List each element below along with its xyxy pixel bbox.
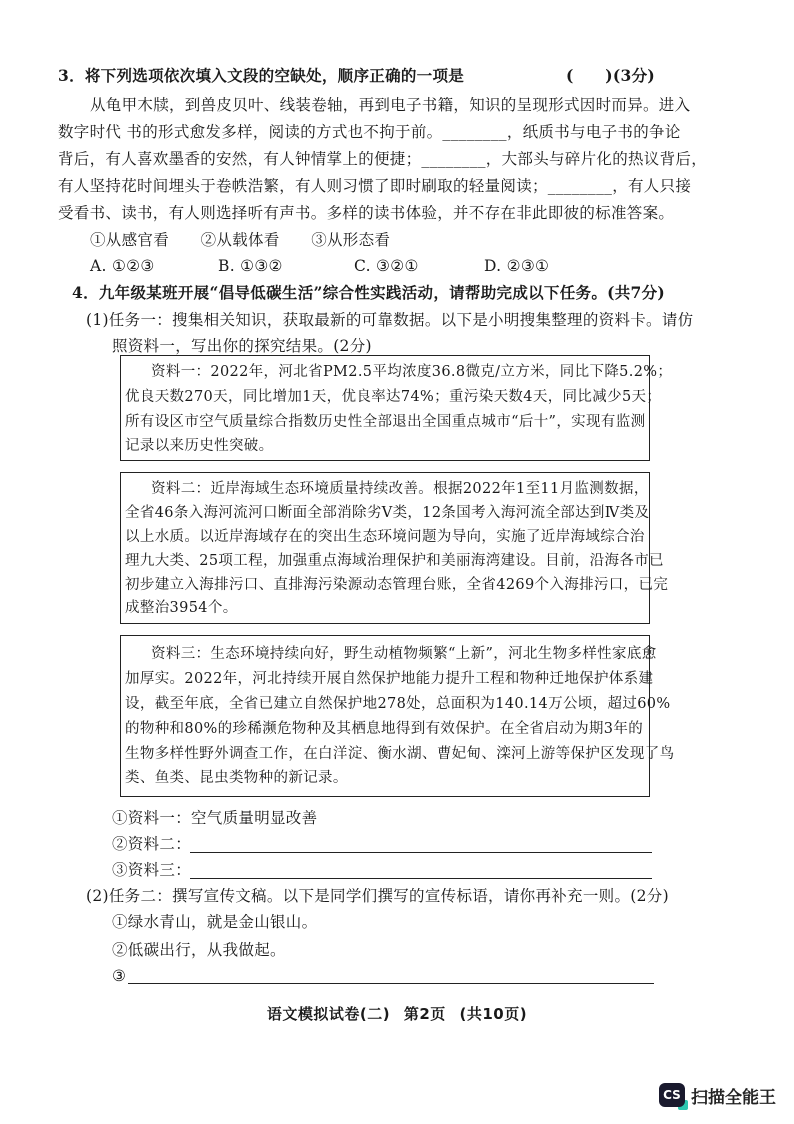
footer-total-pages: (共10页): [459, 1005, 528, 1023]
answer-material-2-field[interactable]: [190, 852, 652, 853]
q3-passage-line-4: 有人坚持花时间埋头于卷帙浩繁，有人则习惯了即时刷取的轻量阅读；________，有人只接: [58, 177, 692, 195]
scanner-app-name: 扫描全能王: [691, 1087, 776, 1108]
q4-task1-line-1: (1)任务一：搜集相关知识，获取最新的可靠数据。以下是小明搜集整理的资料卡。请仿: [86, 311, 694, 329]
card-2-line: 资料二：近岸海域生态环境质量持续改善。根据2022年1至11月监测数据，: [151, 481, 649, 497]
slogan-1: ①绿水青山，就是金山银山。: [112, 913, 318, 931]
answer-material-3-label: ③资料三：: [112, 861, 192, 879]
card-1-line: 优良天数270天，同比增加1天，优良率达74%；重污染天数4天，同比减少5天；: [125, 389, 662, 405]
card-3-line: 的物种和80%的珍稀濒危物种及其栖息地得到有效保护。在全省启动为期3年的: [125, 721, 644, 737]
answer-material-2-label: ②资料二：: [112, 835, 192, 853]
material-card-2: [120, 472, 669, 624]
q4-task2: (2)任务二：撰写宣传文稿。以下是同学们撰写的宣传标语，请你再补充一则。(2分): [86, 887, 669, 905]
card-2-line: 成整治3954个。: [125, 600, 238, 616]
material-card-3: [120, 635, 675, 797]
answer-material-3-field[interactable]: [190, 878, 652, 879]
page-footer: [0, 1003, 794, 1024]
card-3-line: 设，截至年底，全省已建立自然保护地278处，总面积为140.14万公顷，超过60%: [125, 696, 671, 712]
q3-title: 3．将下列选项依次填入文段的空缺处，顺序正确的一项是: [58, 66, 465, 85]
card-2-line: 以上水质。以近岸海域存在的突出生态环境问题为导向，实施了近岸海域综合治: [125, 529, 645, 545]
footer-page-number: 第2页: [403, 1005, 446, 1023]
slogan-2: ②低碳出行，从我做起。: [112, 941, 286, 959]
card-3-line: 加厚实。2022年，河北持续开展自然保护地能力提升工程和物种迁地保护体系建: [125, 671, 654, 687]
q3-choice-a: A. ①②③: [90, 257, 155, 275]
q3-options: ①从感官看 ②从载体看 ③从形态看: [90, 231, 391, 249]
material-card-1: [120, 355, 673, 461]
card-1-line: 资料一：2022年，河北省PM2.5平均浓度36.8微克/立方米，同比下降5.2%；: [151, 364, 673, 380]
q3-passage-line-2: 数字时代 书的形式愈发多样，阅读的方式也不拘于前。________，纸质书与电子书的争论: [58, 123, 681, 141]
card-3-line: 资料三：生态环境持续向好，野生动植物频繁“上新”，河北生物多样性家底愈: [151, 646, 657, 662]
q3-choice-d: D. ②③①: [484, 257, 550, 275]
answer-material-1: ①资料一：空气质量明显改善: [112, 809, 318, 827]
card-2-line: 理九大类、25项工程，加强重点海域治理保护和美丽海湾建设。目前，沿海各市已: [125, 553, 664, 569]
card-1-line: 所有设区市空气质量综合指数历史性全部退出全国重点城市“后十”，实现有监测: [125, 414, 646, 430]
camscanner-logo-icon: CS: [659, 1083, 685, 1107]
card-3-line: 生物多样性野外调查工作，在白洋淀、衡水湖、曹妃甸、滦河上游等保护区发现了鸟: [125, 746, 675, 762]
q3-passage-line-1: 从龟甲木牍，到兽皮贝叶、线装卷轴，再到电子书籍，知识的呈现形式因时而异。进入: [90, 96, 691, 114]
slogan-3-field[interactable]: [128, 983, 654, 984]
q3-passage-line-3: 背后，有人喜欢墨香的安然，有人钟情掌上的便捷；________，大部头与碎片化的热议背后，: [58, 150, 708, 168]
q3-choice-b: B. ①③②: [218, 257, 283, 275]
card-2-line: 全省46条入海河流河口断面全部消除劣Ⅴ类，12条国考入海河流全部达到Ⅳ类及: [125, 505, 650, 521]
slogan-3-label: ③: [112, 967, 127, 985]
q3-choice-c: C. ③②①: [354, 257, 419, 275]
q3-answer-paren: ( )(3分): [566, 66, 656, 85]
card-2-line: 初步建立入海排污口、直排海污染源动态管理台账，全省4269个入海排污口，已完: [125, 577, 669, 593]
q3-passage-line-5: 受看书、读书，有人则选择听有声书。多样的读书体验，并不存在非此即彼的标准答案。: [58, 204, 675, 222]
q4-task1-line-2: 照资料一，写出你的探究结果。(2分): [112, 337, 372, 355]
scanner-watermark: [659, 1082, 776, 1108]
footer-paper-title: 语文模拟试卷(二): [266, 1005, 391, 1023]
card-1-line: 记录以来历史性突破。: [125, 438, 274, 454]
card-3-line: 类、鱼类、昆虫类物种的新记录。: [125, 770, 348, 786]
q4-title: 4．九年级某班开展“倡导低碳生活”综合性实践活动，请帮助完成以下任务。(共7分): [72, 283, 666, 302]
